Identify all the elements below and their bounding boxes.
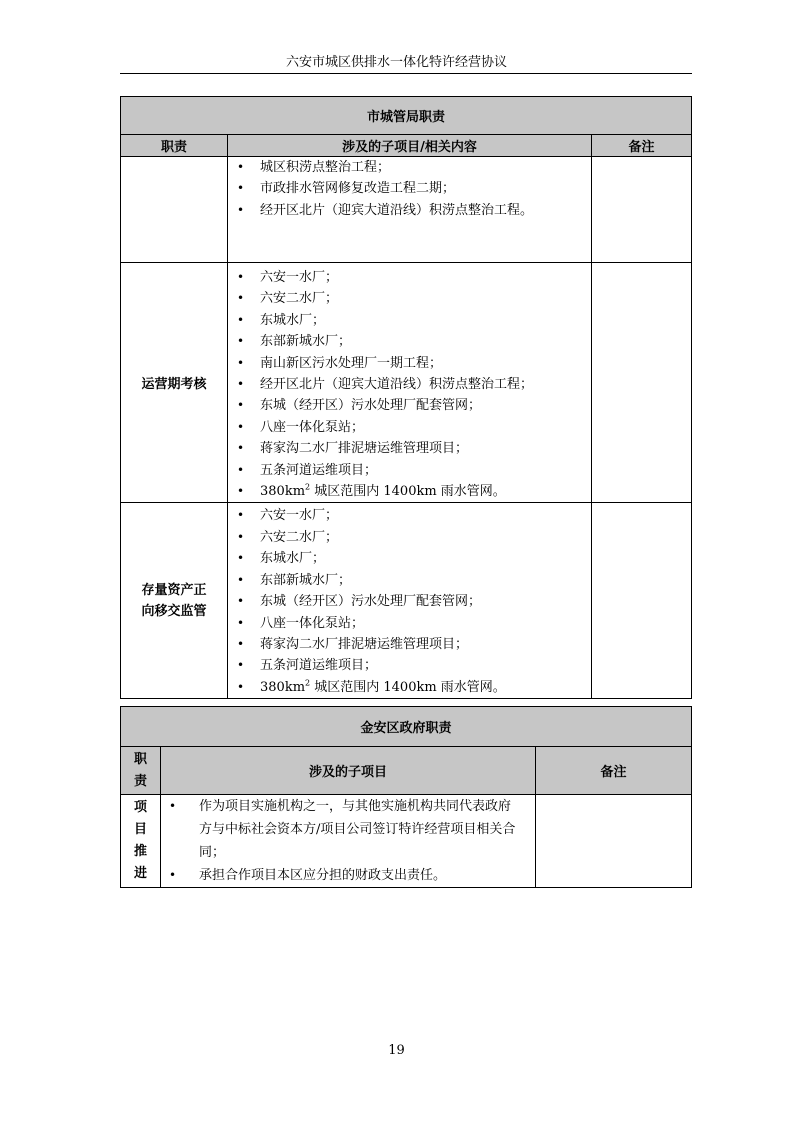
table-row bbox=[121, 795, 692, 888]
bullet-icon: • bbox=[237, 462, 245, 477]
table1-items-cell bbox=[228, 157, 592, 263]
table1-items-cell bbox=[228, 503, 592, 699]
bullet-icon: • bbox=[237, 419, 245, 434]
bullet-icon: • bbox=[237, 572, 245, 587]
list-item: • 五条河道运维项目； bbox=[228, 460, 591, 481]
table2-header-note: 备注 bbox=[536, 747, 692, 795]
list-item: • 六安一水厂； bbox=[228, 267, 591, 288]
list-item: • 经开区北片（迎宾大道沿线）积涝点整治工程； bbox=[228, 374, 591, 395]
table2-items-cell bbox=[161, 795, 536, 888]
table1-duty-cell: 存量资产正 向移交监管 bbox=[121, 503, 228, 699]
bullet-icon: • bbox=[237, 551, 245, 566]
bullet-icon: • bbox=[237, 202, 245, 217]
list-item: • 蒋家沟二水厂排泥塘运维管理项目； bbox=[228, 438, 591, 459]
bullet-icon: • bbox=[237, 658, 245, 673]
table2-header-items: 涉及的子项目 bbox=[161, 747, 536, 795]
list-item: • 八座一体化泵站； bbox=[228, 613, 591, 634]
bullet-icon: • bbox=[237, 529, 245, 544]
bullet-list bbox=[228, 267, 591, 502]
table-row bbox=[121, 157, 692, 263]
header-divider bbox=[120, 73, 692, 74]
list-item: • 东城水厂； bbox=[228, 310, 591, 331]
bullet-list bbox=[161, 795, 521, 887]
bullet-icon: • bbox=[237, 334, 245, 349]
list-item: • 东城水厂； bbox=[228, 548, 591, 569]
table1-items-cell bbox=[228, 263, 592, 503]
table1-duty-cell: 运营期考核 bbox=[121, 263, 228, 503]
jinan-district-duties-table bbox=[120, 706, 692, 888]
bullet-icon: • bbox=[237, 377, 245, 392]
bullet-icon: • bbox=[237, 508, 245, 523]
bullet-icon: • bbox=[237, 398, 245, 413]
bullet-icon: • bbox=[237, 355, 245, 370]
bullet-list bbox=[228, 157, 591, 221]
page-number: 19 bbox=[388, 1043, 405, 1058]
table1-duty-cell bbox=[121, 157, 228, 263]
list-item: • 东部新城水厂； bbox=[228, 570, 591, 591]
table1-header-duty: 职责 bbox=[121, 135, 228, 157]
list-item: • 六安二水厂； bbox=[228, 288, 591, 309]
table-row bbox=[121, 503, 692, 699]
city-management-duties-table bbox=[120, 96, 692, 699]
bullet-icon: • bbox=[237, 679, 245, 694]
table-row bbox=[121, 263, 692, 503]
bullet-icon: • bbox=[237, 484, 245, 499]
list-item: • 八座一体化泵站； bbox=[228, 417, 591, 438]
bullet-icon: • bbox=[237, 594, 245, 609]
table1-header-items: 涉及的子项目/相关内容 bbox=[228, 135, 592, 157]
list-item: • 东城（经开区）污水处理厂配套管网； bbox=[228, 395, 591, 416]
list-item: • $380km^2$ 城区范围内 1400km 雨水管网。 bbox=[228, 677, 591, 698]
bullet-list bbox=[228, 505, 591, 698]
bullet-icon: • bbox=[237, 312, 245, 327]
list-item: • 东城（经开区）污水处理厂配套管网； bbox=[228, 591, 591, 612]
table1-note-cell bbox=[592, 503, 692, 699]
table1-title: 市城管局职责 bbox=[121, 97, 692, 135]
list-item: • 南山新区污水处理厂一期工程； bbox=[228, 353, 591, 374]
list-item: • 蒋家沟二水厂排泥塘运维管理项目； bbox=[228, 634, 591, 655]
table2-duty-cell: 项 目 推 进 bbox=[121, 795, 161, 888]
table1-header-note: 备注 bbox=[592, 135, 692, 157]
table1-note-cell bbox=[592, 157, 692, 263]
bullet-icon: • bbox=[237, 615, 245, 630]
bullet-icon: • bbox=[237, 441, 245, 456]
document-header-title: 六安市城区供排水一体化特许经营协议 bbox=[285, 55, 507, 70]
list-item: • 承担合作项目本区应分担的财政支出责任。 bbox=[161, 864, 521, 887]
list-item: • 市政排水管网修复改造工程二期； bbox=[228, 178, 591, 199]
list-item: • 东部新城水厂； bbox=[228, 331, 591, 352]
list-item: • 五条河道运维项目； bbox=[228, 655, 591, 676]
list-item: • 城区积涝点整治工程； bbox=[228, 157, 591, 178]
bullet-icon: • bbox=[169, 799, 177, 813]
bullet-icon: • bbox=[237, 291, 245, 306]
list-item: • 经开区北片（迎宾大道沿线）积涝点整治工程。 bbox=[228, 200, 591, 221]
table2-header-duty: 职 责 bbox=[121, 747, 161, 795]
list-item: • 六安二水厂； bbox=[228, 527, 591, 548]
list-item: • 六安一水厂； bbox=[228, 505, 591, 526]
table2-note-cell bbox=[536, 795, 692, 888]
bullet-icon: • bbox=[237, 181, 245, 196]
list-item: • $380km^2$ 城区范围内 1400km 雨水管网。 bbox=[228, 481, 591, 502]
bullet-icon: • bbox=[169, 868, 177, 882]
bullet-icon: • bbox=[237, 160, 245, 174]
table1-note-cell bbox=[592, 263, 692, 503]
bullet-icon: • bbox=[237, 270, 245, 284]
bullet-icon: • bbox=[237, 636, 245, 651]
table2-title: 金安区政府职责 bbox=[121, 707, 692, 747]
list-item: • 作为项目实施机构之一，与其他实施机构共同代表政府方与中标社会资本方/项目公司签订特许经营项目相关合同； bbox=[161, 795, 521, 864]
